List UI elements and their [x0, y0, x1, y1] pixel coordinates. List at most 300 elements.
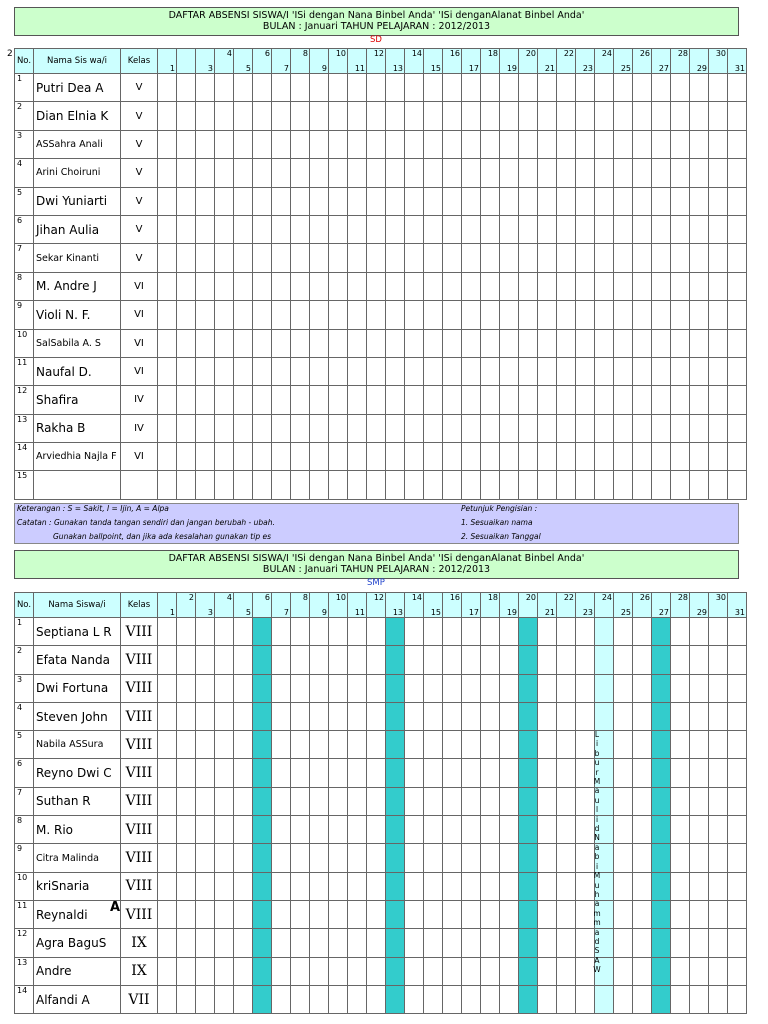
attendance-cell[interactable] [405, 102, 424, 130]
attendance-cell[interactable] [443, 471, 462, 499]
attendance-cell[interactable] [519, 759, 538, 787]
attendance-cell[interactable] [462, 74, 481, 102]
student-name[interactable]: Suthan R [34, 787, 121, 815]
attendance-cell[interactable] [557, 731, 576, 759]
attendance-cell[interactable] [690, 329, 709, 357]
attendance-cell[interactable] [424, 929, 443, 957]
attendance-cell[interactable] [310, 74, 329, 102]
attendance-cell[interactable] [481, 244, 500, 272]
attendance-cell[interactable] [728, 329, 747, 357]
attendance-cell[interactable] [728, 215, 747, 243]
attendance-cell[interactable] [367, 731, 386, 759]
attendance-cell[interactable] [272, 900, 291, 928]
attendance-cell[interactable] [595, 244, 614, 272]
attendance-cell[interactable] [443, 187, 462, 215]
attendance-cell[interactable] [728, 357, 747, 385]
attendance-cell[interactable] [614, 443, 633, 471]
attendance-cell[interactable] [405, 443, 424, 471]
attendance-cell[interactable] [576, 357, 595, 385]
attendance-cell[interactable] [424, 130, 443, 158]
attendance-cell[interactable] [633, 929, 652, 957]
attendance-cell[interactable] [234, 674, 253, 702]
attendance-cell[interactable] [690, 759, 709, 787]
attendance-cell[interactable] [614, 329, 633, 357]
attendance-cell[interactable] [405, 816, 424, 844]
attendance-cell[interactable] [291, 244, 310, 272]
attendance-cell[interactable] [519, 872, 538, 900]
student-name[interactable]: M. Rio [34, 816, 121, 844]
attendance-cell[interactable] [310, 272, 329, 300]
attendance-cell[interactable] [367, 187, 386, 215]
attendance-cell[interactable] [500, 787, 519, 815]
attendance-cell[interactable] [215, 301, 234, 329]
attendance-cell[interactable] [557, 187, 576, 215]
attendance-cell[interactable] [234, 844, 253, 872]
attendance-cell[interactable] [310, 301, 329, 329]
student-name[interactable]: Naufal D. [34, 357, 121, 385]
attendance-cell[interactable] [481, 215, 500, 243]
attendance-cell[interactable] [234, 471, 253, 499]
attendance-cell[interactable] [614, 386, 633, 414]
attendance-cell[interactable] [253, 301, 272, 329]
attendance-cell[interactable] [253, 929, 272, 957]
attendance-cell[interactable] [633, 816, 652, 844]
attendance-cell[interactable] [405, 386, 424, 414]
attendance-cell[interactable] [462, 414, 481, 442]
attendance-cell[interactable] [424, 329, 443, 357]
attendance-cell[interactable] [481, 985, 500, 1013]
student-name[interactable]: Rakha B [34, 414, 121, 442]
attendance-cell[interactable] [329, 674, 348, 702]
attendance-cell[interactable] [234, 731, 253, 759]
attendance-cell[interactable] [234, 702, 253, 730]
student-class[interactable]: IX [121, 957, 158, 985]
attendance-cell[interactable] [462, 787, 481, 815]
attendance-cell[interactable] [253, 74, 272, 102]
attendance-cell[interactable] [557, 929, 576, 957]
attendance-cell[interactable] [424, 471, 443, 499]
attendance-cell[interactable] [500, 102, 519, 130]
attendance-cell[interactable] [690, 414, 709, 442]
attendance-cell[interactable] [728, 816, 747, 844]
attendance-cell[interactable] [462, 301, 481, 329]
attendance-cell[interactable] [595, 674, 614, 702]
attendance-cell[interactable] [158, 731, 177, 759]
attendance-cell[interactable] [424, 215, 443, 243]
attendance-cell[interactable] [272, 187, 291, 215]
attendance-cell[interactable] [253, 646, 272, 674]
attendance-cell[interactable] [291, 102, 310, 130]
attendance-cell[interactable] [481, 159, 500, 187]
attendance-cell[interactable] [671, 646, 690, 674]
attendance-cell[interactable] [576, 443, 595, 471]
attendance-cell[interactable] [291, 844, 310, 872]
attendance-cell[interactable] [291, 816, 310, 844]
attendance-cell[interactable] [215, 74, 234, 102]
attendance-cell[interactable] [158, 244, 177, 272]
attendance-cell[interactable] [367, 130, 386, 158]
attendance-cell[interactable] [253, 329, 272, 357]
attendance-cell[interactable] [310, 646, 329, 674]
attendance-cell[interactable] [158, 357, 177, 385]
attendance-cell[interactable] [196, 787, 215, 815]
attendance-cell[interactable] [405, 357, 424, 385]
attendance-cell[interactable] [310, 985, 329, 1013]
attendance-cell[interactable] [329, 787, 348, 815]
attendance-cell[interactable] [234, 957, 253, 985]
attendance-cell[interactable] [405, 130, 424, 158]
attendance-cell[interactable] [158, 787, 177, 815]
attendance-cell[interactable] [614, 702, 633, 730]
attendance-cell[interactable] [177, 471, 196, 499]
attendance-cell[interactable] [538, 759, 557, 787]
attendance-cell[interactable] [253, 759, 272, 787]
attendance-cell[interactable] [709, 759, 728, 787]
attendance-cell[interactable] [652, 618, 671, 646]
attendance-cell[interactable] [481, 386, 500, 414]
attendance-cell[interactable] [196, 414, 215, 442]
attendance-cell[interactable] [158, 957, 177, 985]
attendance-cell[interactable] [367, 386, 386, 414]
attendance-cell[interactable] [177, 985, 196, 1013]
attendance-cell[interactable] [386, 844, 405, 872]
attendance-cell[interactable] [158, 329, 177, 357]
attendance-cell[interactable] [481, 102, 500, 130]
attendance-cell[interactable] [709, 844, 728, 872]
attendance-cell[interactable] [215, 272, 234, 300]
attendance-cell[interactable] [690, 816, 709, 844]
attendance-cell[interactable] [576, 702, 595, 730]
attendance-cell[interactable] [196, 985, 215, 1013]
attendance-cell[interactable] [614, 731, 633, 759]
attendance-cell[interactable] [310, 900, 329, 928]
attendance-cell[interactable] [519, 187, 538, 215]
attendance-cell[interactable] [310, 618, 329, 646]
attendance-cell[interactable] [462, 618, 481, 646]
attendance-cell[interactable] [348, 301, 367, 329]
attendance-cell[interactable] [234, 272, 253, 300]
attendance-cell[interactable] [709, 872, 728, 900]
attendance-cell[interactable] [177, 187, 196, 215]
attendance-cell[interactable] [253, 187, 272, 215]
attendance-cell[interactable] [519, 618, 538, 646]
attendance-cell[interactable] [158, 900, 177, 928]
attendance-cell[interactable] [253, 130, 272, 158]
attendance-cell[interactable] [595, 646, 614, 674]
attendance-cell[interactable] [614, 646, 633, 674]
attendance-cell[interactable] [234, 386, 253, 414]
attendance-cell[interactable] [272, 301, 291, 329]
attendance-cell[interactable] [462, 159, 481, 187]
attendance-cell[interactable] [367, 929, 386, 957]
attendance-cell[interactable] [728, 159, 747, 187]
attendance-cell[interactable] [348, 929, 367, 957]
attendance-cell[interactable] [234, 618, 253, 646]
attendance-cell[interactable] [538, 244, 557, 272]
attendance-cell[interactable] [728, 471, 747, 499]
attendance-cell[interactable] [709, 929, 728, 957]
attendance-cell[interactable] [709, 215, 728, 243]
attendance-cell[interactable] [633, 357, 652, 385]
student-name[interactable]: Reyno Dwi C [34, 759, 121, 787]
attendance-cell[interactable] [576, 244, 595, 272]
attendance-cell[interactable] [386, 731, 405, 759]
attendance-cell[interactable] [633, 301, 652, 329]
attendance-cell[interactable] [690, 215, 709, 243]
attendance-cell[interactable] [671, 702, 690, 730]
attendance-cell[interactable] [158, 674, 177, 702]
attendance-cell[interactable] [310, 386, 329, 414]
attendance-cell[interactable] [462, 329, 481, 357]
attendance-cell[interactable] [614, 357, 633, 385]
attendance-cell[interactable] [538, 872, 557, 900]
attendance-cell[interactable] [329, 386, 348, 414]
attendance-cell[interactable] [462, 731, 481, 759]
attendance-cell[interactable] [443, 929, 462, 957]
attendance-cell[interactable] [652, 759, 671, 787]
attendance-cell[interactable] [234, 900, 253, 928]
attendance-cell[interactable] [462, 272, 481, 300]
attendance-cell[interactable] [557, 301, 576, 329]
attendance-cell[interactable] [633, 731, 652, 759]
attendance-cell[interactable] [500, 816, 519, 844]
attendance-cell[interactable] [500, 872, 519, 900]
attendance-cell[interactable] [500, 386, 519, 414]
attendance-cell[interactable] [614, 130, 633, 158]
student-name[interactable]: Reynaldi [34, 900, 121, 928]
attendance-cell[interactable] [462, 844, 481, 872]
attendance-cell[interactable] [310, 787, 329, 815]
attendance-cell[interactable] [519, 900, 538, 928]
attendance-cell[interactable] [348, 759, 367, 787]
attendance-cell[interactable] [405, 985, 424, 1013]
attendance-cell[interactable] [234, 414, 253, 442]
attendance-cell[interactable] [348, 471, 367, 499]
attendance-cell[interactable] [728, 929, 747, 957]
attendance-cell[interactable] [196, 844, 215, 872]
attendance-cell[interactable] [158, 386, 177, 414]
attendance-cell[interactable] [633, 844, 652, 872]
attendance-cell[interactable] [671, 618, 690, 646]
attendance-cell[interactable] [443, 130, 462, 158]
attendance-cell[interactable] [728, 872, 747, 900]
attendance-cell[interactable] [709, 244, 728, 272]
attendance-cell[interactable] [519, 386, 538, 414]
attendance-cell[interactable] [690, 872, 709, 900]
attendance-cell[interactable] [177, 357, 196, 385]
attendance-cell[interactable] [386, 272, 405, 300]
attendance-cell[interactable] [519, 357, 538, 385]
attendance-cell[interactable] [538, 215, 557, 243]
attendance-cell[interactable] [462, 900, 481, 928]
attendance-cell[interactable] [443, 844, 462, 872]
attendance-cell[interactable] [728, 130, 747, 158]
attendance-cell[interactable] [253, 386, 272, 414]
attendance-cell[interactable] [614, 816, 633, 844]
attendance-cell[interactable] [519, 215, 538, 243]
attendance-cell[interactable] [538, 102, 557, 130]
attendance-cell[interactable] [367, 674, 386, 702]
attendance-cell[interactable] [500, 414, 519, 442]
attendance-cell[interactable] [329, 872, 348, 900]
attendance-cell[interactable] [234, 215, 253, 243]
attendance-cell[interactable] [196, 244, 215, 272]
attendance-cell[interactable] [462, 357, 481, 385]
attendance-cell[interactable] [500, 244, 519, 272]
attendance-cell[interactable] [633, 244, 652, 272]
attendance-cell[interactable] [291, 787, 310, 815]
attendance-cell[interactable] [310, 844, 329, 872]
attendance-cell[interactable] [519, 74, 538, 102]
attendance-cell[interactable] [652, 844, 671, 872]
attendance-cell[interactable] [519, 471, 538, 499]
student-class[interactable] [121, 471, 158, 499]
attendance-cell[interactable] [367, 215, 386, 243]
attendance-cell[interactable] [272, 787, 291, 815]
attendance-cell[interactable] [272, 159, 291, 187]
attendance-cell[interactable] [614, 74, 633, 102]
attendance-cell[interactable] [519, 130, 538, 158]
attendance-cell[interactable] [519, 646, 538, 674]
student-name[interactable]: Violi N. F. [34, 301, 121, 329]
attendance-cell[interactable] [234, 74, 253, 102]
attendance-cell[interactable] [652, 74, 671, 102]
attendance-cell[interactable] [690, 702, 709, 730]
attendance-cell[interactable] [158, 471, 177, 499]
attendance-cell[interactable] [405, 646, 424, 674]
attendance-cell[interactable] [728, 674, 747, 702]
attendance-cell[interactable] [443, 731, 462, 759]
attendance-cell[interactable] [728, 386, 747, 414]
attendance-cell[interactable] [215, 215, 234, 243]
attendance-cell[interactable] [443, 646, 462, 674]
attendance-cell[interactable] [329, 244, 348, 272]
attendance-cell[interactable] [329, 272, 348, 300]
attendance-cell[interactable] [595, 159, 614, 187]
attendance-cell[interactable] [215, 957, 234, 985]
student-name[interactable]: ASSahra Anali [34, 130, 121, 158]
attendance-cell[interactable] [424, 386, 443, 414]
attendance-cell[interactable] [310, 187, 329, 215]
attendance-cell[interactable] [557, 957, 576, 985]
attendance-cell[interactable] [310, 244, 329, 272]
student-name[interactable]: Arviedhia Najla F [34, 443, 121, 471]
attendance-cell[interactable] [519, 414, 538, 442]
attendance-cell[interactable] [215, 414, 234, 442]
student-class[interactable]: VIII [121, 759, 158, 787]
attendance-cell[interactable] [272, 272, 291, 300]
attendance-cell[interactable] [272, 414, 291, 442]
student-class[interactable]: V [121, 244, 158, 272]
attendance-cell[interactable] [291, 272, 310, 300]
attendance-cell[interactable] [538, 646, 557, 674]
attendance-cell[interactable] [557, 215, 576, 243]
attendance-cell[interactable] [443, 386, 462, 414]
attendance-cell[interactable] [253, 357, 272, 385]
attendance-cell[interactable] [215, 443, 234, 471]
attendance-cell[interactable] [386, 357, 405, 385]
attendance-cell[interactable] [709, 386, 728, 414]
attendance-cell[interactable] [557, 759, 576, 787]
attendance-cell[interactable] [519, 731, 538, 759]
attendance-cell[interactable] [310, 957, 329, 985]
attendance-cell[interactable] [462, 702, 481, 730]
attendance-cell[interactable] [595, 329, 614, 357]
attendance-cell[interactable] [690, 187, 709, 215]
attendance-cell[interactable] [424, 618, 443, 646]
attendance-cell[interactable] [595, 443, 614, 471]
attendance-cell[interactable] [386, 957, 405, 985]
attendance-cell[interactable] [709, 618, 728, 646]
attendance-cell[interactable] [500, 130, 519, 158]
attendance-cell[interactable] [253, 816, 272, 844]
attendance-cell[interactable] [481, 443, 500, 471]
student-class[interactable]: VIII [121, 872, 158, 900]
student-name[interactable]: Steven John [34, 702, 121, 730]
attendance-cell[interactable] [291, 674, 310, 702]
attendance-cell[interactable] [348, 702, 367, 730]
attendance-cell[interactable] [367, 618, 386, 646]
attendance-cell[interactable] [557, 471, 576, 499]
student-class[interactable]: VIII [121, 816, 158, 844]
attendance-cell[interactable] [538, 329, 557, 357]
attendance-cell[interactable] [215, 159, 234, 187]
attendance-cell[interactable] [215, 357, 234, 385]
attendance-cell[interactable] [595, 102, 614, 130]
attendance-cell[interactable] [215, 646, 234, 674]
attendance-cell[interactable] [291, 443, 310, 471]
attendance-cell[interactable] [177, 74, 196, 102]
attendance-cell[interactable] [728, 844, 747, 872]
attendance-cell[interactable] [709, 816, 728, 844]
student-name[interactable]: Andre [34, 957, 121, 985]
attendance-cell[interactable] [196, 872, 215, 900]
attendance-cell[interactable] [557, 130, 576, 158]
attendance-cell[interactable] [709, 674, 728, 702]
attendance-cell[interactable] [538, 187, 557, 215]
attendance-cell[interactable] [538, 674, 557, 702]
attendance-cell[interactable] [291, 357, 310, 385]
attendance-cell[interactable] [253, 272, 272, 300]
attendance-cell[interactable] [709, 443, 728, 471]
attendance-cell[interactable] [690, 787, 709, 815]
attendance-cell[interactable] [538, 414, 557, 442]
attendance-cell[interactable] [519, 329, 538, 357]
attendance-cell[interactable] [291, 74, 310, 102]
attendance-cell[interactable] [291, 759, 310, 787]
attendance-cell[interactable] [158, 872, 177, 900]
attendance-cell[interactable] [652, 215, 671, 243]
attendance-cell[interactable] [709, 329, 728, 357]
student-class[interactable]: IV [121, 386, 158, 414]
attendance-cell[interactable] [253, 731, 272, 759]
attendance-cell[interactable] [614, 957, 633, 985]
attendance-cell[interactable] [728, 900, 747, 928]
attendance-cell[interactable] [538, 74, 557, 102]
attendance-cell[interactable] [272, 443, 291, 471]
attendance-cell[interactable] [234, 985, 253, 1013]
attendance-cell[interactable] [215, 844, 234, 872]
attendance-cell[interactable] [728, 618, 747, 646]
attendance-cell[interactable] [234, 816, 253, 844]
attendance-cell[interactable] [519, 244, 538, 272]
attendance-cell[interactable] [595, 985, 614, 1013]
attendance-cell[interactable] [462, 443, 481, 471]
attendance-cell[interactable] [310, 759, 329, 787]
attendance-cell[interactable] [671, 301, 690, 329]
attendance-cell[interactable] [557, 900, 576, 928]
attendance-cell[interactable] [158, 159, 177, 187]
